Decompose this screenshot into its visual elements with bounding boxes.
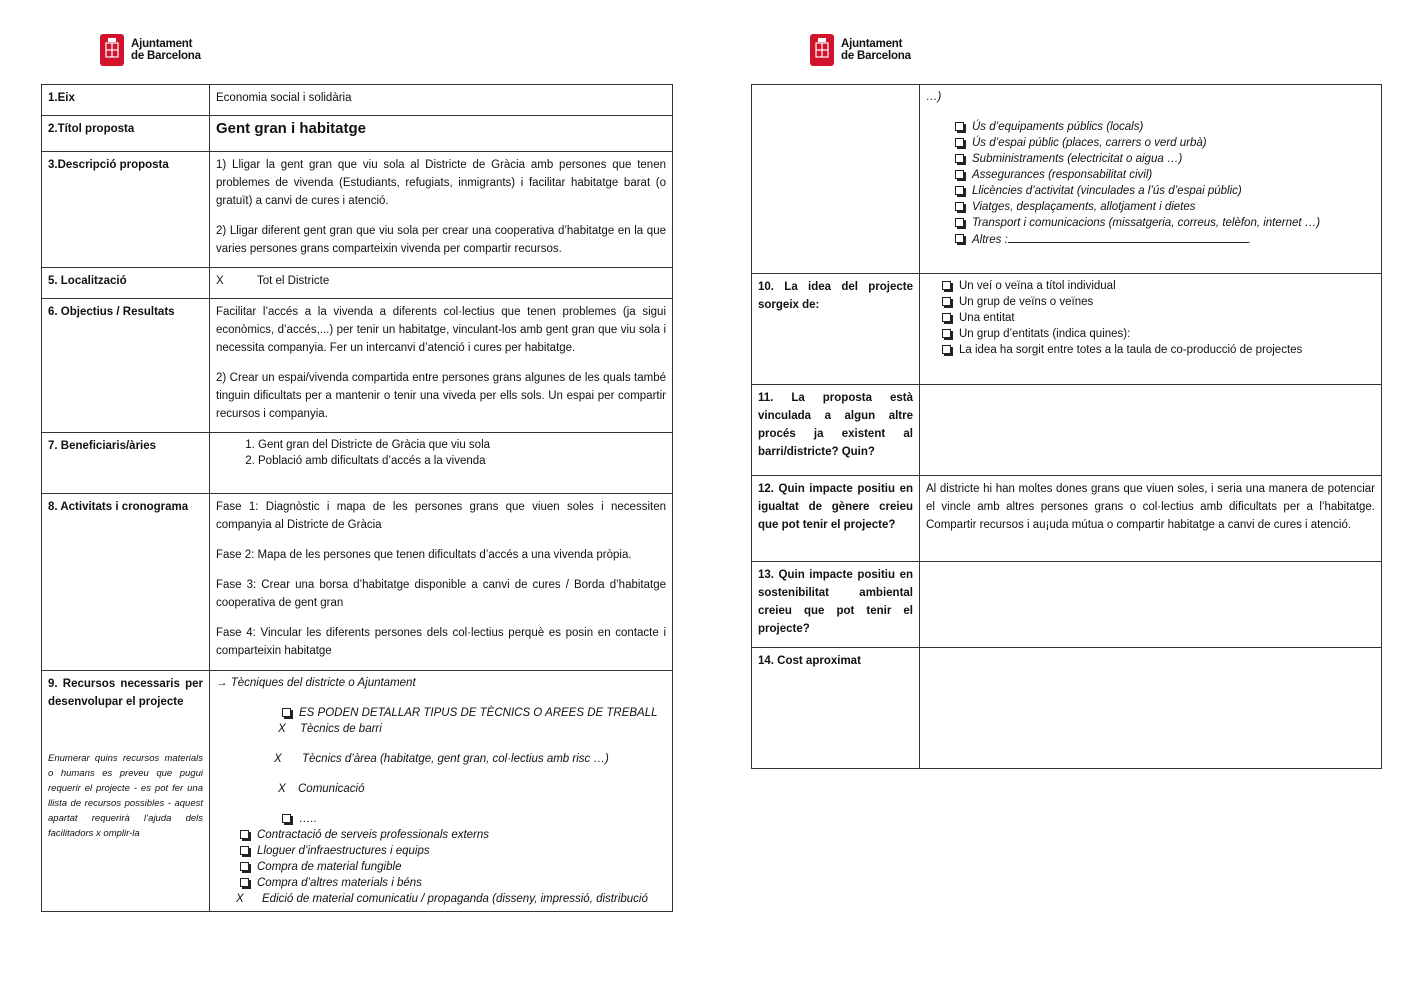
recurs-item: Ús d’equipaments públics (locals) xyxy=(953,119,1375,135)
fase-4: Fase 4: Vincular les diferents persones dels col·lectius perquè es posin en contacte i comparteixin habitatge xyxy=(216,627,666,657)
recurs-item: Contractació de serveis professionals externs xyxy=(238,827,666,843)
proposal-form-right xyxy=(751,84,1382,769)
descripcio-p1: 1) Lligar la gent gran que viu sola al Districte de Gràcia amb persones que tenen problemes de vivenda (Estudiants, refugiats, inmigrants) i facilitar habitatge barat (o gratuït) a canvi de cures i atenció. xyxy=(216,159,666,207)
recurs-altres xyxy=(953,231,1375,248)
label-empty xyxy=(752,85,920,274)
recurs-item: Compra d’altres materials i béns xyxy=(238,875,666,891)
label-sostenibilitat: 13. Quin impacte positiu en sostenibilitat ambiental creieu que pot tenir el projecte? xyxy=(752,562,920,648)
x-mark: X xyxy=(278,723,286,735)
idea-option: Un grup d’entitats (indica quines): xyxy=(940,326,1375,342)
idea-option: Un grup de veïns o veïnes xyxy=(940,294,1375,310)
recursos-cont-start: …) xyxy=(926,91,942,103)
row-recursos xyxy=(42,671,673,912)
recurs-tecnics-area: Tècnics d’àrea (habitatge, gent gran, col·lectius amb risc …) xyxy=(302,753,609,765)
altres-label: Altres : xyxy=(972,234,1008,246)
proposal-title: Gent gran i habitatge xyxy=(216,120,367,137)
value-genere: Al districte hi han moltes dones grans que viuen soles, i seria una manera de potenciar el vincle amb altres persones grans o col·lectius amb dificultats per a l’habitatge. Compartir recursos i au¡uda mútua o compartir habitatge a canvi de cures i atenció. xyxy=(920,476,1382,562)
x-mark: X xyxy=(236,893,244,905)
row-descripcio xyxy=(42,152,673,268)
label-objectius: 6. Objectius / Resultats xyxy=(42,299,210,433)
recurs-item: Compra de material fungible xyxy=(238,859,666,875)
recurs-tecnics-barri: Tècnics de barri xyxy=(300,723,382,735)
row-objectius xyxy=(42,299,673,433)
recurs-comunicacio: Comunicació xyxy=(298,783,365,795)
recurs-item: Assegurances (responsabilitat civil) xyxy=(953,167,1375,183)
row-localitzacio xyxy=(42,268,673,299)
label-vinculada: 11. La proposta està vinculada a algun altre procés ja existent al barri/districte? Quin? xyxy=(752,385,920,476)
value-activitats xyxy=(210,494,673,671)
descripcio-p2: 2) Lligar diferent gent gran que viu sola per crear una cooperativa d’habitatge en la que varies persones grans comparteixin vivenda per compartir recursos. xyxy=(216,225,666,255)
label-descripcio: 3.Descripció proposta xyxy=(42,152,210,268)
brand-text: Ajuntament de Barcelona xyxy=(841,38,911,62)
idea-option: La idea ha sorgit entre totes a la taula de co-producció de projectes xyxy=(940,342,1375,358)
label-cost: 14. Cost aproximat xyxy=(752,648,920,769)
value-localitzacio xyxy=(210,268,673,299)
label-idea: 10. La idea del projecte sorgeix de: xyxy=(752,274,920,385)
label-localitzacio: 5. Localització xyxy=(42,268,210,299)
brand-text: Ajuntament de Barcelona xyxy=(131,38,201,62)
altres-end: . xyxy=(1247,234,1251,246)
label-recursos xyxy=(42,671,210,912)
recurs-item: Llicències d’activitat (vinculades a l’ús d’espai públic) xyxy=(953,183,1375,199)
ajuntament-logo xyxy=(100,34,201,66)
barcelona-shield-icon xyxy=(810,34,834,66)
label-activitats: 8. Activitats i cronograma xyxy=(42,494,210,671)
altres-blank-line xyxy=(1008,231,1248,243)
recurs-item: Viatges, desplaçaments, allotjament i dietes xyxy=(953,199,1375,215)
value-idea xyxy=(920,274,1382,385)
value-recursos-cont xyxy=(920,85,1382,274)
ajuntament-logo-right xyxy=(810,34,911,66)
label-titol: 2.Títol proposta xyxy=(42,116,210,152)
value-sostenibilitat xyxy=(920,562,1382,648)
value-objectius xyxy=(210,299,673,433)
row-vinculada xyxy=(752,385,1382,476)
recursos-label-text: 9. Recursos necessaris per desenvolupar el projecte xyxy=(48,678,203,708)
beneficiari-item: 2. Població amb dificultats d’accés a la vivenda xyxy=(258,453,666,469)
objectius-p1: Facilitar l’accés a la vivenda a diferents col·lectius que tenen problemes (ja sigui econòmics, d’accés,...) per tenir un habitatge, vinculant-los amb gent gran que viu sola i necessita companyia. Fer un intercanvi d’atenció i cures per habitatge. xyxy=(216,306,666,354)
row-cost xyxy=(752,648,1382,769)
row-idea xyxy=(752,274,1382,385)
recursos-detail: ES PODEN DETALLAR TIPUS DE TÈCNICS O AREES DE TREBALL xyxy=(280,705,666,721)
x-mark: X xyxy=(278,783,286,795)
fase-3: Fase 3: Crear una borsa d’habitatge disponible a canvi de cures / Borda d’habitatge cooperativa de gent gran xyxy=(216,579,666,609)
row-recursos-cont xyxy=(752,85,1382,274)
proposal-form-left xyxy=(41,84,673,912)
recurs-dots: ….. xyxy=(280,811,666,827)
idea-option: Un veí o veïna a títol individual xyxy=(940,278,1375,294)
barcelona-shield-icon xyxy=(100,34,124,66)
value-cost xyxy=(920,648,1382,769)
row-eix xyxy=(42,85,673,116)
recursos-intro: → Tècniques del districte o Ajuntament xyxy=(216,677,416,689)
recurs-edicio: Edició de material comunicatiu / propaganda (disseny, impressió, distribució xyxy=(262,893,648,905)
value-recursos xyxy=(210,671,673,912)
recurs-item: Ús d’espai públic (places, carrers o verd urbà) xyxy=(953,135,1375,151)
localitzacio-text: Tot el Districte xyxy=(257,275,330,287)
row-sostenibilitat xyxy=(752,562,1382,648)
label-genere: 12. Quin impacte positiu en igualtat de gènere creieu que pot tenir el projecte? xyxy=(752,476,920,562)
label-beneficiaris: 7. Beneficiaris/àries xyxy=(42,433,210,494)
row-titol xyxy=(42,116,673,152)
row-genere xyxy=(752,476,1382,562)
value-descripcio xyxy=(210,152,673,268)
idea-option: Una entitat xyxy=(940,310,1375,326)
value-titol xyxy=(210,116,673,152)
value-beneficiaris xyxy=(210,433,673,494)
x-mark: X xyxy=(274,753,282,765)
localitzacio-mark: X xyxy=(216,275,224,287)
fase-2: Fase 2: Mapa de les persones que tenen dificultats d’accés a una vivenda pròpia. xyxy=(216,549,632,561)
recursos-note: Enumerar quins recursos materials o humans es preveu que pugui requerir el projecte - es pot fer una llista de recursos possibles - aquest apartat requerirà l’ajuda dels facilitadors x omplir-la xyxy=(48,753,203,839)
row-activitats xyxy=(42,494,673,671)
recurs-item: Transport i comunicacions (missatgeria, correus, telèfon, internet …) xyxy=(953,215,1375,231)
fase-1: Fase 1: Diagnòstic i mapa de les persones grans que viuen soles i necessiten companyia al Districte de Gràcia xyxy=(216,501,666,531)
label-eix: 1.Eix xyxy=(42,85,210,116)
objectius-p2: 2) Crear un espai/vivenda compartida entre persones grans algunes de les quals també tinguin dificultats per a mantenir o tenir una viveda per ells sols. Un espai per compartir recursos i companyia. xyxy=(216,372,666,420)
value-eix: Economia social i solidària xyxy=(210,85,673,116)
value-vinculada xyxy=(920,385,1382,476)
recurs-item: Subministraments (electricitat o aigua …) xyxy=(953,151,1375,167)
row-beneficiaris xyxy=(42,433,673,494)
recurs-item: Lloguer d’infraestructures i equips xyxy=(238,843,666,859)
beneficiari-item: 1. Gent gran del Districte de Gràcia que viu sola xyxy=(258,437,666,453)
